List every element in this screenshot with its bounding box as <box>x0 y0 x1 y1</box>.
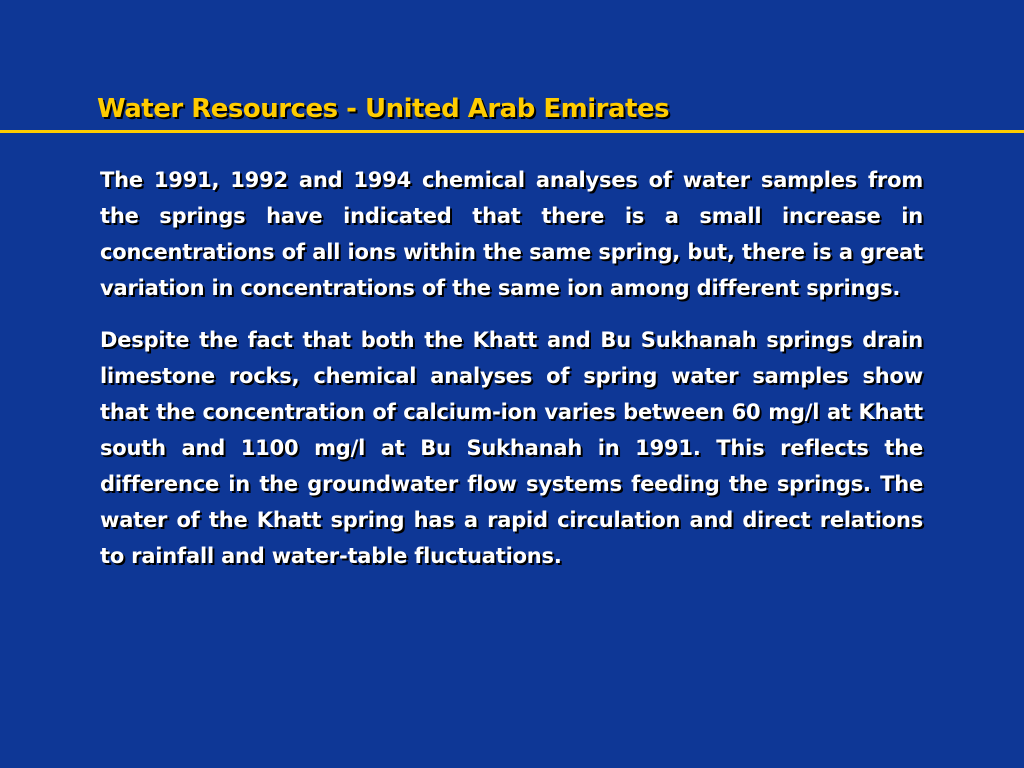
paragraph-calcium-variation: Despite the fact that both the Khatt and Bu Sukhanah springs drain limestone rocks, chemical analyses of spring water samples show that the concentration of calcium-ion varies between 60 mg/l at Khatt south and 1100 mg/l at Bu Sukhanah in 1991. This reflects the difference in the groundwater flow systems feeding the springs. The water of the Khatt spring has a rapid circulation and direct relations to rainfall and water-table fluctuations. <box>100 328 923 568</box>
slide-body <box>100 162 923 590</box>
paragraph-spring-analyses: The 1991, 1992 and 1994 chemical analyses of water samples from the springs have indicated that there is a small increase in concentrations of all ions within the same spring, but, there is a great variation in concentrations of the same ion among different springs. <box>100 168 923 300</box>
slide-title: Water Resources - United Arab Emirates <box>97 94 670 124</box>
title-underline-rule <box>0 130 1024 133</box>
